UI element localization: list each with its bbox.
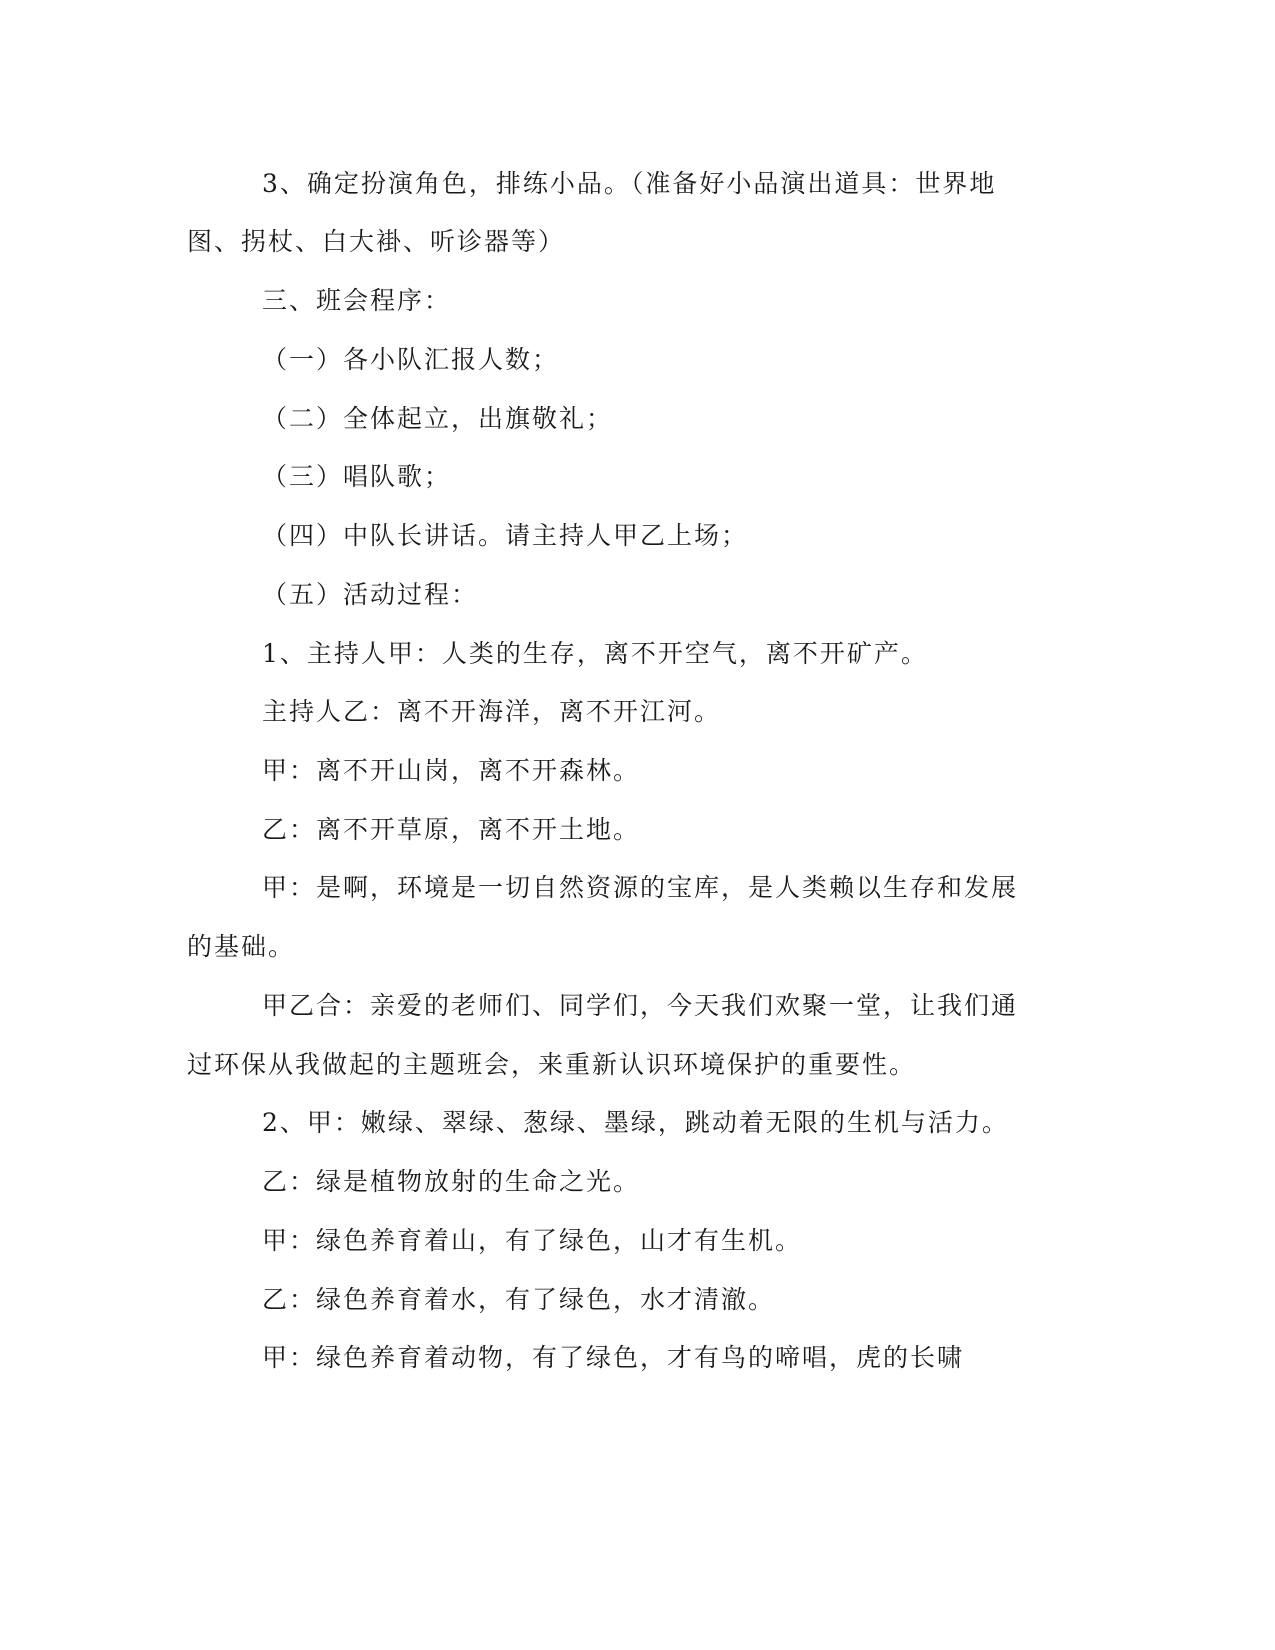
text-line: 甲：绿色养育着动物，有了绿色，才有鸟的啼唱，虎的长啸 [262,1343,965,1372]
text-line: 甲：是啊，环境是一切自然资源的宝库，是人类赖以生存和发展 [262,873,1019,902]
text-line: 2、甲：嫩绿、翠绿、葱绿、墨绿，跳动着无限的生机与活力。 [262,1108,1009,1137]
text-line: （五）活动过程： [262,580,479,609]
text-line: 乙：离不开草原，离不开土地。 [262,815,641,844]
text-line: 甲：离不开山岗，离不开森林。 [262,756,641,785]
text-line: 主持人乙：离不开海洋，离不开江河。 [262,697,722,726]
text-line: 甲乙合：亲爱的老师们、同学们，今天我们欢聚一堂，让我们通 [262,991,1019,1020]
text-line: 过环保从我做起的主题班会，来重新认识环境保护的重要性。 [187,1050,917,1079]
text-line: （一）各小队汇报人数； [262,345,560,374]
text-line: （四）中队长讲话。请主持人甲乙上场； [262,521,749,550]
text-line: 图、拐杖、白大褂、听诊器等） [187,227,566,256]
text-line: （二）全体起立，出旗敬礼； [262,404,614,433]
text-line: 甲：绿色养育着山，有了绿色，山才有生机。 [262,1226,803,1255]
text-line: （三）唱队歌； [262,462,452,491]
text-line: 1、主持人甲：人类的生存，离不开空气，离不开矿产。 [262,639,928,668]
section-heading: 三、班会程序： [262,286,452,315]
text-line: 的基础。 [187,932,296,961]
text-line: 乙：绿色养育着水，有了绿色，水才清澈。 [262,1285,776,1314]
text-line: 乙：绿是植物放射的生命之光。 [262,1167,641,1196]
text-line: 3、确定扮演角色，排练小品。（准备好小品演出道具：世界地 [262,169,997,198]
